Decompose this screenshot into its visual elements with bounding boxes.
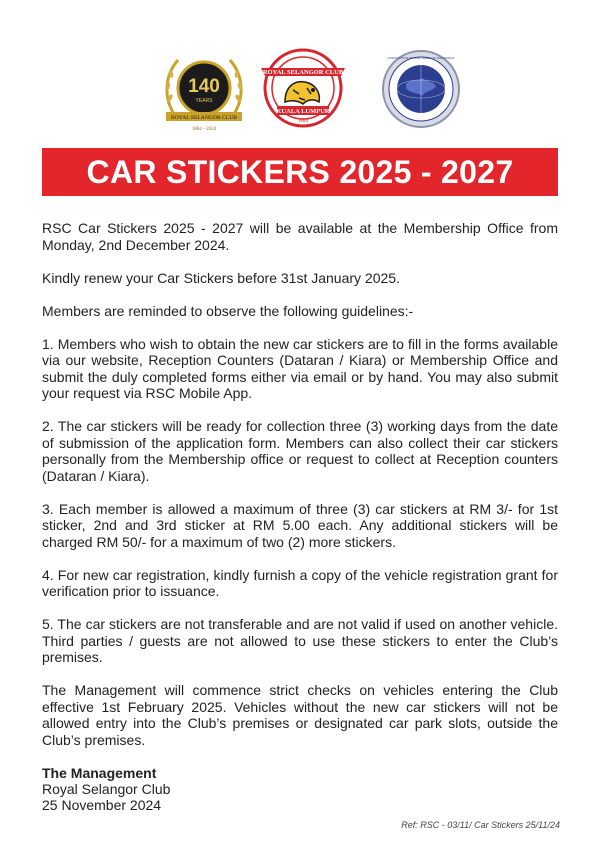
logo-row [0,40,600,140]
guideline-4: 4. For new car registration, kindly furnish a copy of the vehicle registration grant for verification prior to issuance. [42,566,558,599]
guideline-1: 1. Members who wish to obtain the new car stickers are to fill in the forms available via our website, Reception Counters (Dataran / Kiara) or Membership Office and submit the duly completed forms either via email or by hand. You may also submit your request via RSC Mobile App. [42,335,558,401]
anniversary-years: YEARS [195,98,213,104]
globe-seal-logo [380,48,462,130]
guideline-2: 2. The car stickers will be ready for collection three (3) working days from the date of submission of the application form. Members can also collect their car stickers personally from the Membership office or request to collect at Reception counters (Dataran / Kiara). [42,418,558,484]
crest-year: 1884 [298,119,308,124]
anniversary-number: 140 [188,76,220,97]
guideline-3: 3. Each member is allowed a maximum of three (3) car stickers at RM 3/- for 1st sticker, 2nd and 3rd sticker at RM 5.00 each. Any additional stickers will be charged RM 50/- for a maximum of two (2) more stickers. [42,500,558,550]
globe-seal-text: ASSOCIATION OF THE CLUBS OF THE WORLD [387,56,455,60]
guideline-5: 5. The car stickers are not transferable and are not valid if used on another vehicle. Third parties / guests are not allowed to use these stickers to enter the Club’s premises. [42,616,558,665]
signoff-club: Royal Selangor Club [42,780,171,797]
page-title-banner: CAR STICKERS 2025 - 2027 [42,148,558,196]
signoff-management: The Management [42,764,157,781]
signoff-block [42,765,558,813]
anniversary-club: ROYAL SELANGOR CLUB [171,115,237,121]
enforcement-paragraph: The Management will commence strict checks on vehicles entering the Club effective 1st February 2025. Vehicles without the new car stickers will not be allowed entry into the Club’s premises or designated car park slots, outside the Club’s premises. [42,682,558,748]
anniversary-dates: 1884 - 2024 [191,127,217,132]
club-crest-logo [255,40,351,136]
signoff-date: 25 November 2024 [42,796,162,813]
intro-paragraph: RSC Car Stickers 2025 - 2027 will be available at the Membership Office from Monday, 2nd December 2024. [42,220,558,253]
reference-number: Ref: RSC - 03/11/ Car Stickers 25/11/24 [401,820,560,830]
anniversary-140-logo [160,48,248,134]
renewal-paragraph: Kindly renew your Car Stickers before 31st January 2025. [42,269,400,286]
notice-body [42,220,558,813]
crest-top-text: ROYAL SELANGOR CLUB [262,69,344,76]
guidelines-intro: Members are reminded to observe the following guidelines:- [42,302,414,319]
crest-bottom-text: KUALA LUMPUR [276,108,330,115]
